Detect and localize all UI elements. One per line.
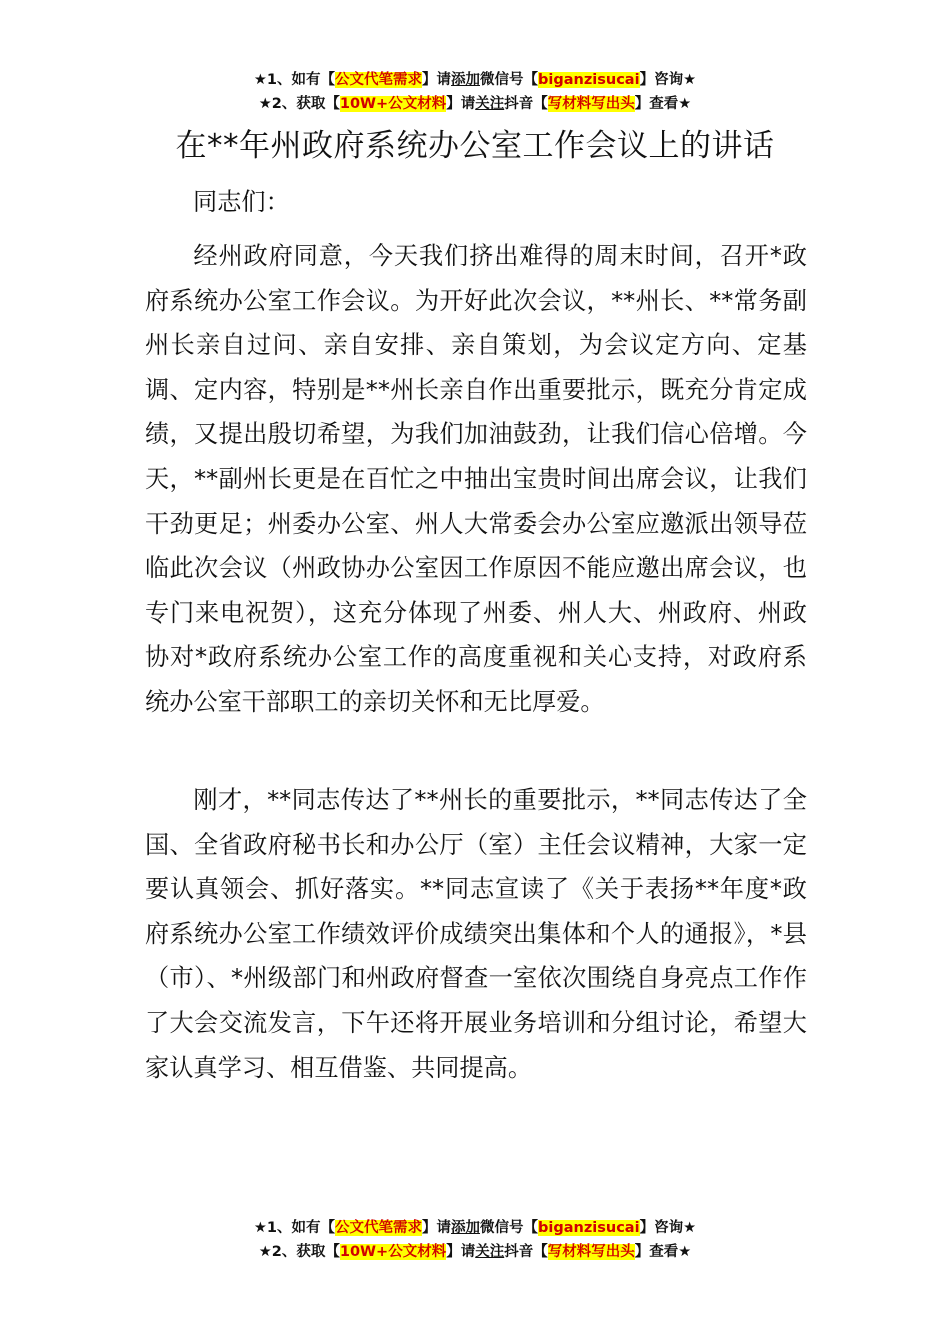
promo-text: 】请 [446, 1244, 476, 1260]
promo-line-2 [0, 1240, 950, 1264]
underlined-text: 添加 [451, 1220, 481, 1236]
highlight-wechat-id: biganzisucai [538, 72, 640, 88]
promo-prefix: ★2、获取【 [258, 1244, 340, 1260]
promo-suffix: 】咨询★ [639, 1220, 697, 1236]
promo-text: 抖音【 [504, 1244, 548, 1260]
highlight-materials: 10W+公文材料 [339, 96, 447, 112]
promo-text: 】请 [422, 1220, 452, 1236]
paragraph-text: 刚才，**同志传达了**州长的重要批示，**同志传达了全国、全省政府秘书长和办公厅（室）主任会议精神，大家一定要认真领会、抓好落实。**同志宣读了《关于表扬**年度*政府系统办公室工作绩效评价成绩突出集体和个人的通报》，*县（市）、*州级部门和州政府督查一室依次围绕自身亮点工作作了大会交流发言，下午还将开展业务培训和分组讨论，希望大家认真学习、相互借鉴、共同提高。 [145, 786, 807, 1082]
promo-text: 】请 [422, 72, 452, 88]
body-paragraph-1 [145, 234, 807, 725]
document-title: 在**年州政府系统办公室工作会议上的讲话 [175, 128, 775, 164]
paragraph-text: 经州政府同意，今天我们挤出难得的周末时间，召开*政府系统办公室工作会议。为开好此次会议，**州长、**常务副州长亲自过问、亲自安排、亲自策划，为会议定方向、定基调、定内容，特别是**州长亲自作出重要批示，既充分肯定成绩，又提出殷切希望，为我们加油鼓劲，让我们信心倍增。今天，**副州长更是在百忙之中抽出宝贵时间出席会议，让我们干劲更足；州委办公室、州人大常委会办公室应邀派出领导莅临此次会议（州政协办公室因工作原因不能应邀出席会议，也专门来电祝贺），这充分体现了州委、州人大、州政府、州政协对*政府系统办公室工作的高度重视和关心支持，对政府系统办公室干部职工的亲切关怀和无比厚爱。 [145, 242, 807, 716]
promo-text: 】请 [446, 96, 476, 112]
highlight-service: 公文代笔需求 [335, 72, 423, 88]
promo-suffix: 】咨询★ [639, 72, 697, 88]
promo-suffix: 】查看★ [634, 96, 692, 112]
promo-line-1 [0, 68, 950, 92]
highlight-materials: 10W+公文材料 [339, 1244, 447, 1260]
body-paragraph-2 [145, 778, 807, 1090]
promo-prefix: ★2、获取【 [258, 96, 340, 112]
underlined-text: 关注 [475, 1244, 505, 1260]
greeting: 同志们： [193, 188, 290, 216]
promo-prefix: ★1、如有【 [253, 1220, 336, 1236]
promo-prefix: ★1、如有【 [253, 72, 336, 88]
underlined-text: 关注 [475, 96, 505, 112]
promo-text: 微信号【 [480, 72, 539, 88]
highlight-douyin-account: 写材料写出头 [547, 96, 635, 112]
highlight-wechat-id: biganzisucai [538, 1220, 640, 1236]
promo-banner-bottom [0, 1216, 950, 1264]
promo-text: 微信号【 [480, 1220, 539, 1236]
promo-banner-top [0, 68, 950, 116]
underlined-text: 添加 [451, 72, 481, 88]
promo-text: 抖音【 [504, 96, 548, 112]
highlight-service: 公文代笔需求 [335, 1220, 423, 1236]
highlight-douyin-account: 写材料写出头 [547, 1244, 635, 1260]
promo-suffix: 】查看★ [634, 1244, 692, 1260]
promo-line-2 [0, 92, 950, 116]
promo-line-1 [0, 1216, 950, 1240]
